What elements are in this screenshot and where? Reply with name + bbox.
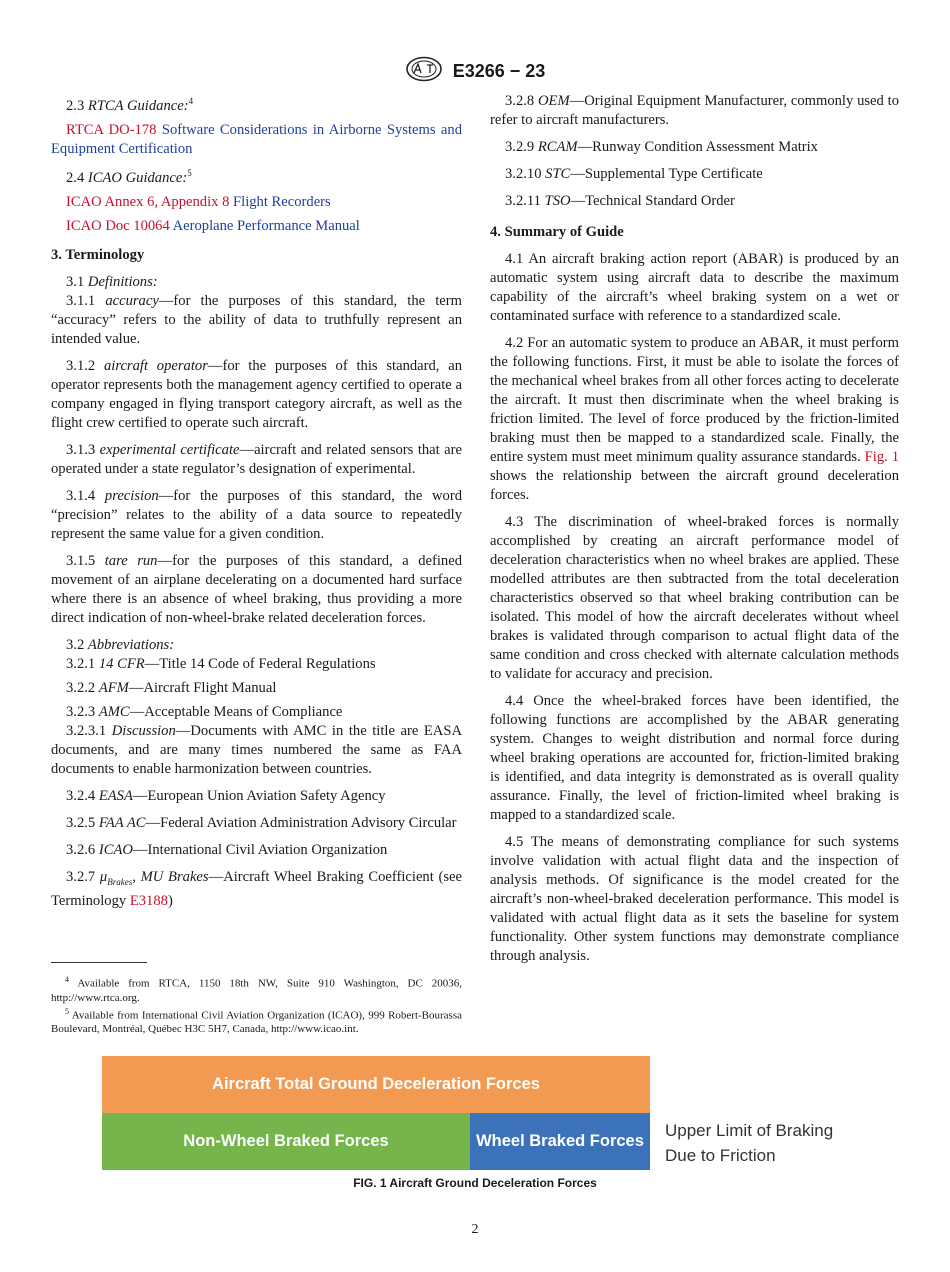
definition-experimental-certificate: 3.1.3 experimental certificate—aircraft and related sensors that are operated under a state regulator’s designation of experimental.: [51, 441, 462, 477]
abbreviations-heading: 3.2 Abbreviations:: [66, 636, 175, 653]
page-number: 2: [471, 1222, 479, 1237]
section-4-heading: 4. Summary of Guide: [490, 224, 624, 240]
fig-total-forces-block: Aircraft Total Ground Deceleration Forces: [102, 1056, 650, 1113]
abbrev-oem: 3.2.8 OEM—Original Equipment Manufacturer, commonly used to refer to aircraft manufacturers.: [490, 93, 899, 128]
link-e3188[interactable]: E3188: [129, 892, 168, 909]
section-2-4-heading: 2.4 ICAO Guidance:$^5$: [66, 167, 192, 186]
paragraph-4-5: 4.5 The means of demonstrating compliance for such systems involve validation with actual flight data and the inspection of analysis methods. Of significance is the model created for the aircraft’s non-wheel-braked deceleration performance. This model is validated with actual flight data as it sets the baseline for system functionality. Other system functions may demonstrate compliance through analysis.: [490, 834, 899, 964]
document-code: E3266 − 23: [452, 61, 546, 81]
left-column: [51, 92, 462, 916]
figure-1: [0, 1056, 950, 1196]
abbrev-tso: 3.2.11 TSO—Technical Standard Order: [505, 193, 735, 209]
footnotes: [51, 962, 462, 1036]
abbrev-stc: 3.2.10 STC—Supplemental Type Certificate: [505, 166, 763, 182]
abbrev-rcam: 3.2.9 RCAM—Runway Condition Assessment Matrix: [505, 139, 818, 155]
abbrev-mu-brakes: 3.2.7 $\mu_{Brakes}$, MU Brakes—Aircraft Wheel Braking Coefficient (see Terminology E3188): [51, 868, 463, 909]
fig-side-label: Upper Limit of Braking Due to Friction: [665, 1121, 834, 1165]
section-2-3-heading: 2.3 RTCA Guidance:$^4$: [66, 96, 194, 114]
paragraph-4-3: 4.3 The discrimination of wheel-braked forces is normally accomplished by creating an aircraft performance model of deceleration characteristics when no wheel brakes are applied. These modelled attributes are then subtracted from the total deceleration characteristics observed so that wheel braking contribution can be isolated. This model of how the aircraft decelerates without wheel brakes is validated through comparison to actual flight data of the same condition and cross checked with alternate calculation methods to validate for accuracy and precision.: [490, 514, 899, 682]
paragraph-4-4: 4.4 Once the wheel-braked forces have been identified, the following functions are accomplished by the ABAR generating system. Changes to weight distribution and normal force during wheel braking operations are accounted for, friction-limited braking is identified, and data integrity is demonstrated as is overall quality assurance. Finally, the level of friction-limited wheel braking is mapped to a standardized scale.: [490, 693, 899, 823]
section-3-heading: 3. Terminology: [51, 246, 145, 263]
abbrev-easa: 3.2.4 EASA—European Union Aviation Safety Agency: [66, 787, 386, 804]
paragraph-4-1: 4.1 An aircraft braking action report (ABAR) is produced by an automatic system using aircraft data to describe the maximum capability of the aircraft’s wheel braking system on a wet or contaminated surface with reference to a standardized scale.: [490, 251, 899, 324]
page-header: [0, 56, 950, 87]
reference-icao-doc[interactable]: ICAO Doc 10064 Aeroplane Performance Manual: [66, 217, 360, 234]
footnote-divider: [51, 962, 147, 963]
paragraph-4-2: 4.2 For an automatic system to produce an ABAR, it must perform the following functions. First, it must be able to isolate the forces of the mechanical wheel brakes from all other forces acting to decelerate the aircraft. It must then discriminate when the wheel braking is friction limited. The level of force produced by the friction-limited braking must then be mapped to a standardized scale. Finally, the entire system must meet minimum quality assurance standards. Fig. 1 shows the relationship between the aircraft ground deceleration forces.: [490, 335, 900, 503]
fig-non-wheel-braked-block: Non-Wheel Braked Forces: [102, 1113, 470, 1170]
definition-precision: 3.1.4 precision—for the purposes of this standard, the word “precision” relates to the ability of a data source to repeatedly represent the same value for a given condition.: [51, 487, 462, 542]
fig-wheel-braked-block: Wheel Braked Forces: [470, 1113, 650, 1170]
link-fig-1[interactable]: Fig. 1: [864, 449, 900, 465]
definition-accuracy: 3.1.1 accuracy—for the purposes of this standard, the term “accuracy” refers to the ability of data to truthfully represent an intended value.: [51, 292, 462, 347]
astm-logo-icon: [405, 56, 443, 87]
abbrev-faa-ac: 3.2.5 FAA AC—Federal Aviation Administration Advisory Circular: [66, 814, 457, 831]
abbrev-afm: 3.2.2 AFM—Aircraft Flight Manual: [66, 679, 277, 696]
reference-icao-annex[interactable]: ICAO Annex 6, Appendix 8 Flight Recorders: [66, 193, 331, 210]
reference-rtca[interactable]: RTCA DO-178 Software Considerations in Airborne Systems and Equipment Certification: [51, 121, 462, 157]
abbrev-14-cfr: 3.2.1 14 CFR—Title 14 Code of Federal Regulations: [66, 655, 376, 672]
abbrev-amc: 3.2.3 AMC—Acceptable Means of Compliance: [66, 703, 343, 720]
abbrev-icao: 3.2.6 ICAO—International Civil Aviation Organization: [66, 841, 388, 858]
definitions-heading: 3.1 Definitions:: [66, 273, 158, 290]
definition-tare-run: 3.1.5 tare run—for the purposes of this standard, a defined movement of an airplane decelerating on a documented hard surface where there is an absence of wheel braking, thus providing a more direct indication of non-wheel-brake related deceleration forces.: [51, 552, 463, 626]
abbrev-amc-discussion: 3.2.3.1 Discussion—Documents with AMC in the title are EASA documents, and are many times numbered the same as FAA documents to enable harmonization between countries.: [51, 722, 462, 777]
definition-aircraft-operator: 3.1.2 aircraft operator—for the purposes of this standard, an operator represents both the management agency certified to operate a company engaged in flying transport category aircraft, as well as the flight crew certified to operate such aircraft.: [51, 357, 462, 431]
right-column: [490, 92, 899, 971]
footnote-4: $^4$ Available from RTCA, 1150 18th NW, Suite 910 Washington, DC 20036, http://www.rtca.org.: [51, 975, 462, 1004]
figure-caption: FIG. 1 Aircraft Ground Deceleration Forces: [353, 1176, 597, 1190]
footnote-5: $^5$ Available from International Civil Aviation Organization (ICAO), 999 Robert-Bourassa Boulevard, Montréal, Québec H3C 5H7, Canada, http://www.icao.int.: [51, 1006, 462, 1036]
